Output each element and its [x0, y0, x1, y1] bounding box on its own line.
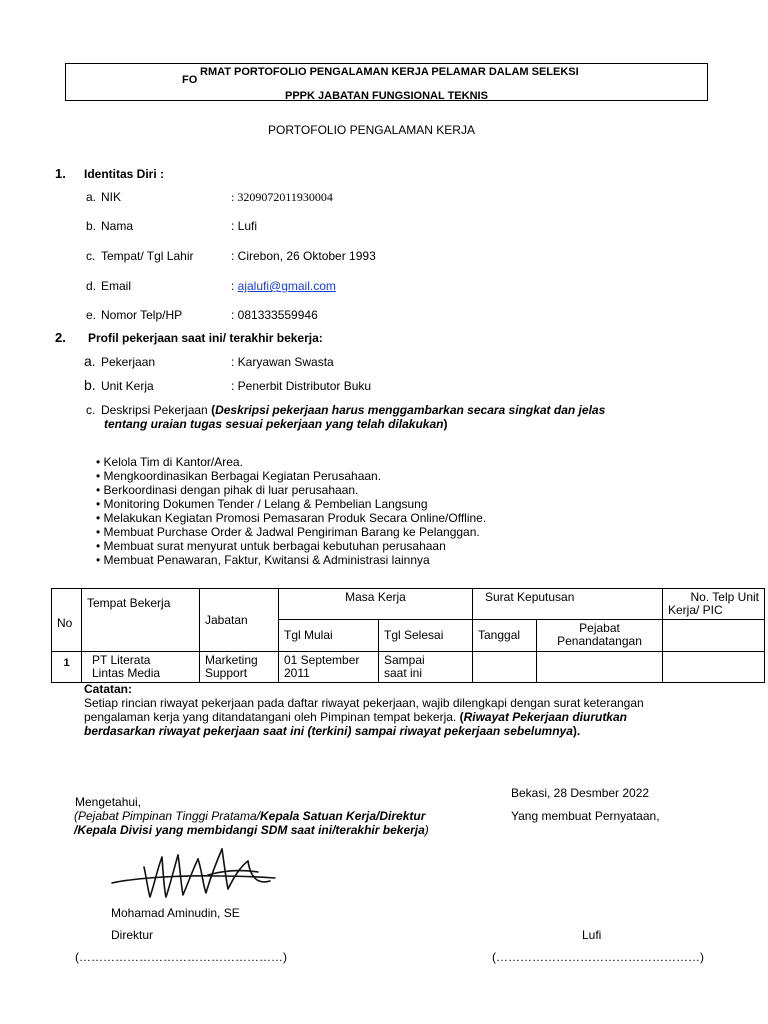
field-pekerjaan-key: a.: [84, 353, 96, 369]
field-telp-value: : 081333559946: [231, 308, 318, 322]
section2-number: 2.: [55, 330, 66, 345]
catatan-line2: [84, 710, 627, 724]
field-unit-key: b.: [84, 377, 96, 393]
desc-note-line1: Deskripsi pekerjaan harus menggambarkan secara singkat dan jelas: [215, 403, 606, 417]
td-mulai-line1: 01 September: [284, 653, 360, 667]
left-signer-name: Mohamad Aminudin, SE: [111, 906, 240, 920]
place-date: Bekasi, 28 Desmber 2022: [511, 786, 650, 800]
td-pejabat: [537, 652, 663, 683]
header-line2: PPPK JABATAN FUNGSIONAL TEKNIS: [285, 90, 488, 102]
section2-heading: Profil pekerjaan saat ini/ terakhir bekerja:: [88, 331, 323, 345]
right-intro: Yang membuat Pernyataan,: [511, 809, 660, 823]
desc-note-line2-wrap: [104, 417, 447, 431]
right-signer-name: Lufi: [582, 928, 602, 942]
field-ttl-label: Tempat/ Tgl Lahir: [101, 249, 194, 263]
field-nama-key: b.: [86, 219, 97, 233]
duty-list: [96, 455, 486, 567]
left-note-close: ): [424, 823, 429, 837]
th-jabatan: Jabatan: [200, 589, 279, 652]
field-unit-label: Unit Kerja: [101, 379, 154, 393]
field-nama-label: Nama: [101, 219, 134, 233]
th-masa-kerja: Masa Kerja: [279, 589, 473, 620]
td-jabatan-line2: Support: [205, 666, 248, 680]
td-tempat-line1: PT Literata: [92, 653, 151, 667]
section1-heading: Identitas Diri :: [84, 167, 165, 181]
catatan-open-paren: (: [459, 710, 464, 724]
desc-note-line2: tentang uraian tugas sesuai pekerjaan yang telah dilakukan: [104, 417, 444, 431]
table-row: [52, 652, 765, 683]
right-signature-blank: (……………………………………………): [492, 950, 704, 964]
email-link[interactable]: ajalufi@gmail.com: [237, 279, 336, 293]
th-tempat: Tempat Bekerja: [82, 589, 200, 652]
left-signer-title: Direktur: [111, 928, 154, 942]
th-telp-blank: [663, 620, 765, 652]
th-telp: [663, 589, 765, 620]
field-ttl-value: : Cirebon, 26 Oktober 1993: [231, 249, 376, 263]
left-note-open: (Pejabat Pimpinan Tinggi Pratama/: [74, 809, 260, 823]
th-telp-line1: No. Telp Unit: [690, 590, 759, 604]
td-tempat: [82, 652, 200, 683]
left-note-bold2: /Kepala Divisi yang membidangi SDM saat ini/terakhir bekerja: [74, 823, 425, 837]
catatan-line3-emph: berdasarkan riwayat pekerjaan saat ini (terkini) sampai riwayat pekerjaan sebelumnya: [84, 724, 573, 738]
page-title: PORTOFOLIO PENGALAMAN KERJA: [268, 123, 475, 137]
catatan-line3: [84, 724, 580, 738]
field-nama-value: : Lufi: [231, 219, 258, 233]
field-telp-label: Nomor Telp/HP: [101, 308, 183, 322]
header-prefix: FO: [182, 74, 198, 86]
td-tanggal: [473, 652, 537, 683]
catatan-heading: Catatan:: [84, 682, 133, 696]
section1-number: 1.: [55, 166, 66, 181]
field-nik-value: : 3209072011930004: [231, 190, 333, 204]
duty-item: • Berkoordinasi dengan pihak di luar perusahaan.: [96, 483, 359, 497]
th-tgl-mulai: Tgl Mulai: [279, 620, 379, 652]
left-signature-blank: (……………………………………………): [75, 950, 287, 964]
catatan-line2-emph: Riwayat Pekerjaan diurutkan: [463, 710, 627, 724]
left-note-line2: [74, 823, 429, 837]
field-pekerjaan-label: Pekerjaan: [101, 355, 156, 369]
catatan-line2-plain: pengalaman kerja yang ditandatangani oleh Pimpinan tempat bekerja.: [84, 710, 460, 724]
catatan-line1: Setiap rincian riwayat pekerjaan pada daftar riwayat pekerjaan, wajib dilengkapi dengan surat keterangan: [84, 696, 644, 710]
th-tanggal: Tanggal: [473, 620, 537, 652]
th-pejabat-line2: Penandatangan: [557, 634, 642, 648]
th-surat-keputusan: Surat Keputusan: [473, 589, 663, 620]
duty-item: • Monitoring Dokumen Tender / Lelang & Pembelian Langsung: [96, 497, 428, 511]
duty-item: • Melakukan Kegiatan Promosi Pemasaran Produk Secara Online/Offline.: [96, 511, 487, 525]
td-selesai-line2: saat ini: [384, 666, 423, 680]
td-mulai-line2: 2011: [284, 666, 310, 680]
handwritten-signature: [110, 845, 280, 905]
field-desc-key: c.: [86, 403, 96, 417]
field-email-label: Email: [101, 279, 132, 293]
td-tempat-line2: Lintas Media: [92, 666, 161, 680]
td-no: 1: [52, 652, 82, 683]
field-telp-key: e.: [86, 308, 97, 322]
field-desc-label: Deskripsi Pekerjaan: [101, 403, 208, 417]
field-pekerjaan-value: : Karyawan Swasta: [231, 355, 334, 369]
left-note-line1: [74, 809, 425, 823]
table-header-row: [52, 589, 765, 620]
work-history-table: [51, 588, 765, 683]
field-email-key: d.: [86, 279, 97, 293]
field-ttl-key: c.: [86, 249, 96, 263]
field-email-value-wrap: [231, 279, 336, 293]
catatan-close: ).: [572, 724, 581, 738]
left-intro: Mengetahui,: [75, 795, 142, 809]
field-desc-label-wrap: [101, 403, 605, 417]
td-jabatan-line1: Marketing: [205, 653, 258, 667]
left-note-bold1: Kepala Satuan Kerja/Direktur: [260, 809, 426, 823]
header-line1: RMAT PORTOFOLIO PENGALAMAN KERJA PELAMAR DALAM SELEKSI: [200, 66, 579, 78]
td-telp: [663, 652, 765, 683]
field-nik-label: NIK: [101, 190, 122, 204]
desc-open-paren: (: [211, 403, 216, 417]
duty-item: • Mengkoordinasikan Berbagai Kegiatan Perusahaan.: [96, 469, 382, 483]
td-tgl-mulai: [279, 652, 379, 683]
duty-item: • Membuat Purchase Order & Jadwal Pengiriman Barang ke Pelanggan.: [96, 525, 480, 539]
th-no: No: [52, 589, 82, 652]
field-nik-key: a.: [86, 190, 97, 204]
duty-item: • Kelola Tim di Kantor/Area.: [96, 455, 243, 469]
td-jabatan: [200, 652, 279, 683]
th-pejabat: [537, 620, 663, 652]
td-selesai-line1: Sampai: [384, 653, 425, 667]
th-pejabat-line1: Pejabat: [579, 621, 620, 635]
desc-close-paren: ): [443, 417, 448, 431]
duty-item: • Membuat Penawaran, Faktur, Kwitansi & Administrasi lainnya: [96, 553, 430, 567]
th-telp-line2: Kerja/ PIC: [668, 603, 723, 617]
duty-item: • Membuat surat menyurat untuk berbagai kebutuhan perusahaan: [96, 539, 446, 553]
field-unit-value: : Penerbit Distributor Buku: [231, 379, 372, 393]
td-tgl-selesai: [379, 652, 473, 683]
field-email-colon: :: [231, 279, 238, 293]
th-tgl-selesai: Tgl Selesai: [379, 620, 473, 652]
